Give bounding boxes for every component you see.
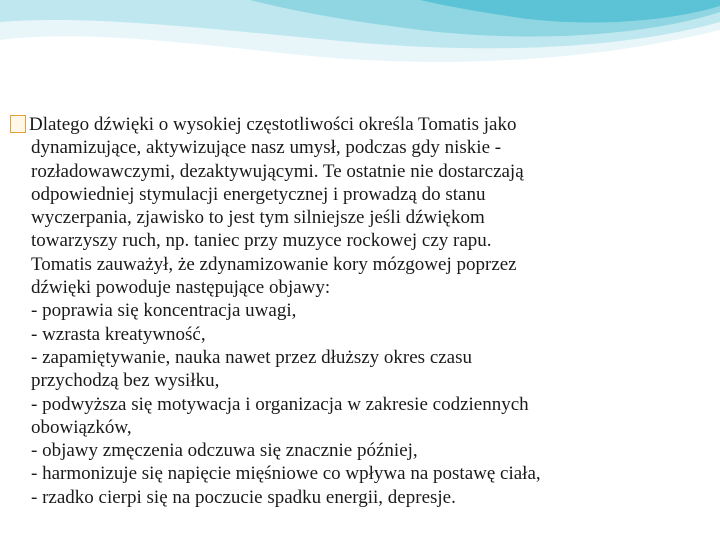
list-item-motivation: - podwyższa się motywacja i organizacja w zakresie codziennych [31,393,529,415]
text-line-7: Tomatis zauważył, że zdynamizowanie kory mózgowej poprzez [31,253,517,275]
bullet-icon [10,115,26,133]
list-item-creativity: - wzrasta kreatywność, [31,323,206,345]
body-text [10,113,690,509]
header-wave-decoration [0,0,720,80]
list-item-energy: - rzadko cierpi się na poczucie spadku energii, depresje. [31,486,456,508]
text-line-4: odpowiedniej stymulacji energetycznej i prowadzą do stanu [31,183,486,205]
text-line-6: towarzyszy ruch, np. taniec przy muzyce rockowej czy rapu. [31,230,492,252]
list-item-motivation-cont: obowiązków, [31,416,132,438]
text-line-5: wyczerpania, zjawisko to jest tym silniejsze jeśli dźwiękom [31,207,485,229]
list-item-memory-cont: przychodzą bez wysiłku, [31,370,220,392]
text-line-1 [10,113,690,136]
text-line-2: dynamizujące, aktywizujące nasz umysł, podczas gdy niskie - [31,137,502,159]
text-line-8: dźwięki powoduje następujące objawy: [31,277,331,299]
text-line-1-content: Dlatego dźwięki o wysokiej częstotliwości określa Tomatis jako [29,114,517,135]
list-item-fatigue: - objawy zmęczenia odczuwa się znacznie później, [31,440,418,462]
list-item-memory: - zapamiętywanie, nauka nawet przez dłuższy okres czasu [31,346,473,368]
text-line-3: rozładowawczymi, dezaktywującymi. Te ostatnie nie dostarczają [31,160,524,182]
list-item-muscle-tension: - harmonizuje się napięcie mięśniowe co wpływa na postawę ciała, [31,463,541,485]
list-item-concentration: - poprawia się koncentracja uwagi, [31,300,297,322]
